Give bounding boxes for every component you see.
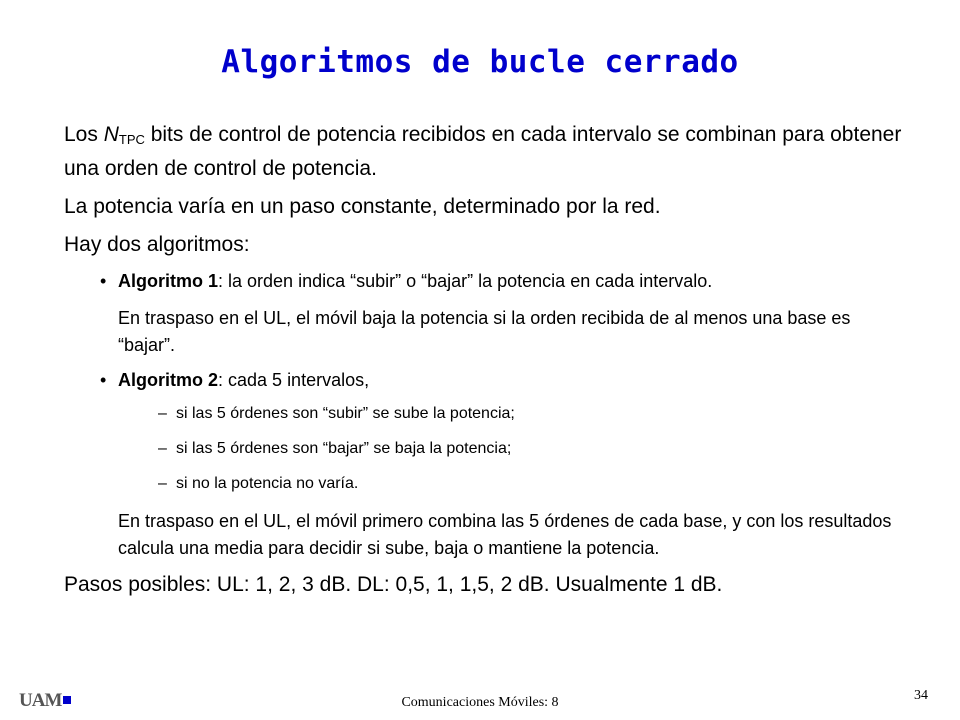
page-number: 34 <box>914 688 928 703</box>
footer-course: Comunicaciones Móviles: 8 <box>401 695 559 710</box>
slide-body <box>64 120 904 608</box>
text-span: Los <box>64 123 104 146</box>
algoritmo-2-text: : cada 5 intervalos, <box>218 370 370 390</box>
case-text: si las 5 órdenes son “subir” se sube la potencia; <box>176 405 515 422</box>
algoritmo-1-label: Algoritmo 1 <box>118 271 219 291</box>
uam-logo-text: UAM <box>19 690 62 711</box>
algoritmo-2-case-2 <box>64 438 904 460</box>
slide-title: Algoritmos de bucle cerrado <box>221 44 739 80</box>
paragraph-algorithms-intro: Hay dos algoritmos: <box>64 233 250 256</box>
paragraph-steps: Pasos posibles: UL: 1, 2, 3 dB. DL: 0,5, 1, 1,5, 2 dB. Usualmente 1 dB. <box>64 573 723 596</box>
algoritmo-2-label: Algoritmo 2 <box>118 370 219 390</box>
algoritmo-1-note: En traspaso en el UL, el móvil baja la potencia si la orden recibida de al menos una base es “bajar”. <box>118 308 851 355</box>
paragraph-step: La potencia varía en un paso constante, determinado por la red. <box>64 195 661 218</box>
dash-marker: – <box>158 475 167 492</box>
case-text: si las 5 órdenes son “bajar” se baja la potencia; <box>176 440 512 457</box>
dash-marker: – <box>158 405 167 422</box>
algoritmo-2-case-1 <box>64 403 904 425</box>
text-span: bits de control de potencia recibidos en cada intervalo se combinan para obtener una orden de control de potencia. <box>64 123 902 180</box>
bullet-marker: • <box>100 370 107 390</box>
bullet-algoritmo-2 <box>64 367 904 394</box>
variable-n: N <box>103 123 119 146</box>
paragraph-ntpc <box>64 120 904 183</box>
algoritmo-2-note: En traspaso en el UL, el móvil primero combina las 5 órdenes de cada base, y con los resultados calcula una media para decidir si sube, baja o mantiene la potencia. <box>118 511 892 558</box>
algoritmo-1-text: : la orden indica “subir” o “bajar” la potencia en cada intervalo. <box>218 271 713 291</box>
case-text: si no la potencia no varía. <box>176 475 359 492</box>
dash-marker: – <box>158 440 167 457</box>
bullet-marker: • <box>100 271 107 291</box>
bullet-algoritmo-1 <box>64 268 904 295</box>
algoritmo-2-case-3 <box>64 473 904 495</box>
subscript-tpc: TPC <box>118 132 145 147</box>
